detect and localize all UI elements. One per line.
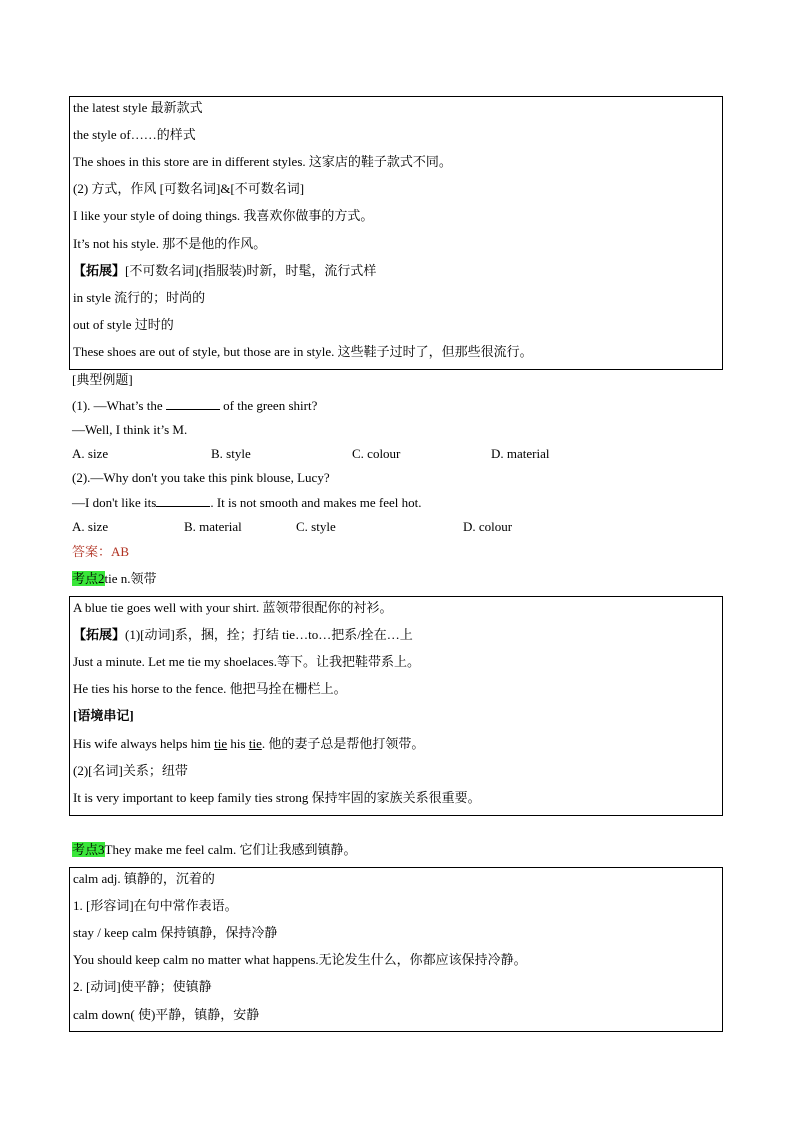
answer-line: 答案：AB (72, 544, 130, 559)
tie-notes-box (69, 596, 723, 816)
q2-option-d: D. colour (463, 519, 513, 534)
note-line: calm adj. 镇静的，沉着的 (73, 871, 215, 886)
note-line: in style 流行的；时尚的 (73, 290, 206, 305)
note-line: 1. [形容词]在句中常作表语。 (73, 898, 238, 913)
question-2-reply: —I don't like its . It is not smooth and makes me feel hot. (72, 495, 422, 510)
q2-option-b: B. material (184, 519, 242, 534)
answer-blank (166, 398, 220, 410)
note-line: You should keep calm no matter what happens.无论发生什么，你都应该保持冷静。 (73, 952, 527, 967)
style-notes-box (69, 96, 723, 370)
note-line: calm down( 使)平静，镇静，安静 (73, 1007, 260, 1022)
q1-option-c: C. colour (352, 446, 401, 461)
note-line: His wife always helps him tie his tie. 他的妻子总是帮他打领带。 (73, 736, 425, 751)
note-line: (2) 方式，作风 [可数名词]&[不可数名词] (73, 181, 305, 196)
point-title: They make me feel calm. 它们让我感到镇静。 (104, 842, 357, 857)
note-line: These shoes are out of style, but those are in style. 这些鞋子过时了，但那些很流行。 (73, 344, 533, 359)
note-line: the style of……的样式 (73, 127, 196, 142)
q2-option-a: A. size (72, 519, 109, 534)
note-line-extension (73, 263, 376, 279)
point-3-heading (72, 842, 357, 858)
underlined-word: tie (214, 736, 228, 751)
point-title: tie n.领带 (104, 571, 157, 586)
note-line: 2. [动词]使平静；使镇静 (73, 979, 212, 994)
example-heading: [典型例题] (72, 372, 133, 387)
note-line: I like your style of doing things. 我喜欢你做事的方式。 (73, 208, 374, 223)
point-number: 2 (98, 571, 105, 586)
question-2: (2).—Why don't you take this pink blouse, Lucy? (72, 470, 330, 485)
q2-option-c: C. style (296, 519, 336, 534)
note-line: The shoes in this store are in different styles. 这家店的鞋子款式不同。 (73, 154, 452, 169)
extension-label: 【拓展】 (73, 627, 126, 642)
question-1: (1). —What’s the of the green shirt? (72, 398, 318, 413)
note-line: (2)[名词]关系；纽带 (73, 763, 188, 778)
calm-notes-box (69, 867, 723, 1032)
note-line: He ties his horse to the fence. 他把马拴在栅栏上。 (73, 681, 347, 696)
extension-text: [不可数名词](指服装)时新，时髦，流行式样 (125, 263, 377, 278)
note-line: A blue tie goes well with your shirt. 蓝领带很配你的衬衫。 (73, 600, 393, 615)
q1-option-d: D. material (491, 446, 550, 461)
q1-option-b: B. style (211, 446, 251, 461)
note-line: stay / keep calm 保持镇静，保持冷静 (73, 925, 278, 940)
point-tag: 考点 (72, 571, 99, 586)
underlined-word: tie (248, 736, 262, 751)
extension-text: (1)[动词]系，捆，拴；打结 tie…to…把系/拴在…上 (125, 627, 413, 642)
note-line: out of style 过时的 (73, 317, 174, 332)
q1-option-a: A. size (72, 446, 109, 461)
question-1-reply: —Well, I think it’s M. (72, 422, 188, 437)
extension-label: 【拓展】 (73, 263, 126, 278)
note-line: Just a minute. Let me tie my shoelaces.等下。让我把鞋带系上。 (73, 654, 420, 669)
note-line: It is very important to keep family ties strong 保持牢固的家族关系很重要。 (73, 790, 481, 805)
note-line: the latest style 最新款式 (73, 100, 203, 115)
context-heading: [语境串记] (73, 708, 134, 723)
point-tag: 考点 (72, 842, 99, 857)
note-line: It’s not his style. 那不是他的作风。 (73, 236, 267, 251)
point-number: 3 (98, 842, 105, 857)
note-line-extension (73, 627, 413, 643)
answer-blank (156, 495, 210, 507)
point-2-heading (72, 571, 157, 587)
